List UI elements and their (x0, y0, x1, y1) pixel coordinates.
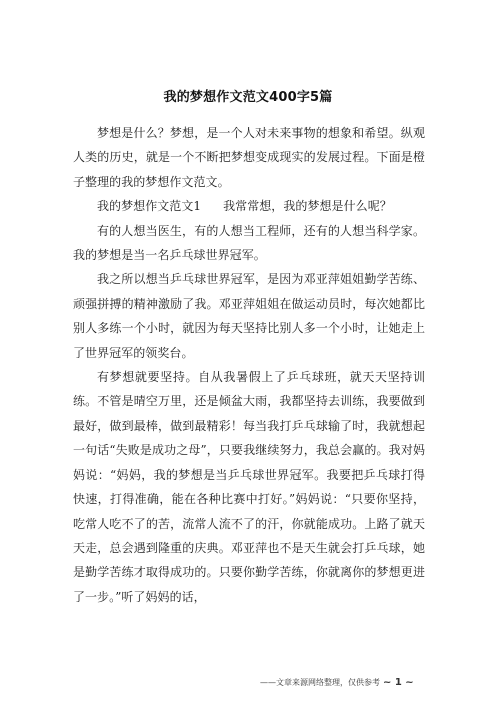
page-number: ~ 1 ~ (383, 677, 414, 688)
page-footer (260, 677, 414, 688)
document-title: 我的梦想作文范文400字5篇 (163, 90, 333, 105)
footer-note: ——文章来源网络整理，仅供参考 (260, 678, 380, 687)
document-body (73, 121, 425, 609)
paragraph-intro: 梦想是什么？梦想，是一个人对未来事物的想象和希望。纵观人类的历史，就是一个不断把梦想变成现实的发展过程。下面是橙子整理的我的梦想作文范文。 (73, 126, 425, 189)
paragraph-section-heading (73, 194, 425, 218)
section-label: 我的梦想作文范文1 (97, 199, 202, 214)
section-lead-text: 我常常想，我的梦想是什么呢？ (223, 199, 392, 214)
paragraph-dream-statement: 有的人想当医生，有的人想当工程师，还有的人想当科学家。我的梦想是当一名乒乓球世界冠军。 (73, 223, 425, 263)
paragraph-inspiration: 我之所以想当乒乓球世界冠军，是因为邓亚萍姐姐勤学苦练、顽强拼搏的精神激励了我。邓亚萍姐姐在做运动员时，每次她都比别人多练一个小时，就因为每天坚持比别人多一个小时，让她走上了世界冠军的领奖台。 (73, 272, 425, 360)
paragraph-persistence: 有梦想就要坚持。自从我暑假上了乒乓球班，就天天坚持训练。不管是晴空万里，还是倾盆大雨，我都坚持去训练，我要做到最好，做到最棒，做到最精彩！每当我打乒乓球输了时，我就想起一句话“失败是成功之母”，只要我继续努力，我总会赢的。我对妈妈说：“妈妈，我的梦想是当乒乓球世界冠军。我要把乒乓球打得快速，打得准确，能在各种比赛中打好。”妈妈说：“只要你坚持，吃常人吃不了的苦，流常人流不了的汗，你就能成功。上路了就天天走，总会遇到隆重的庆典。邓亚萍也不是天生就会打乒乓球，她是勤学苦练才取得成功的。只要你勤学苦练，你就离你的梦想更进了一步。”听了妈妈的话， (73, 370, 425, 604)
